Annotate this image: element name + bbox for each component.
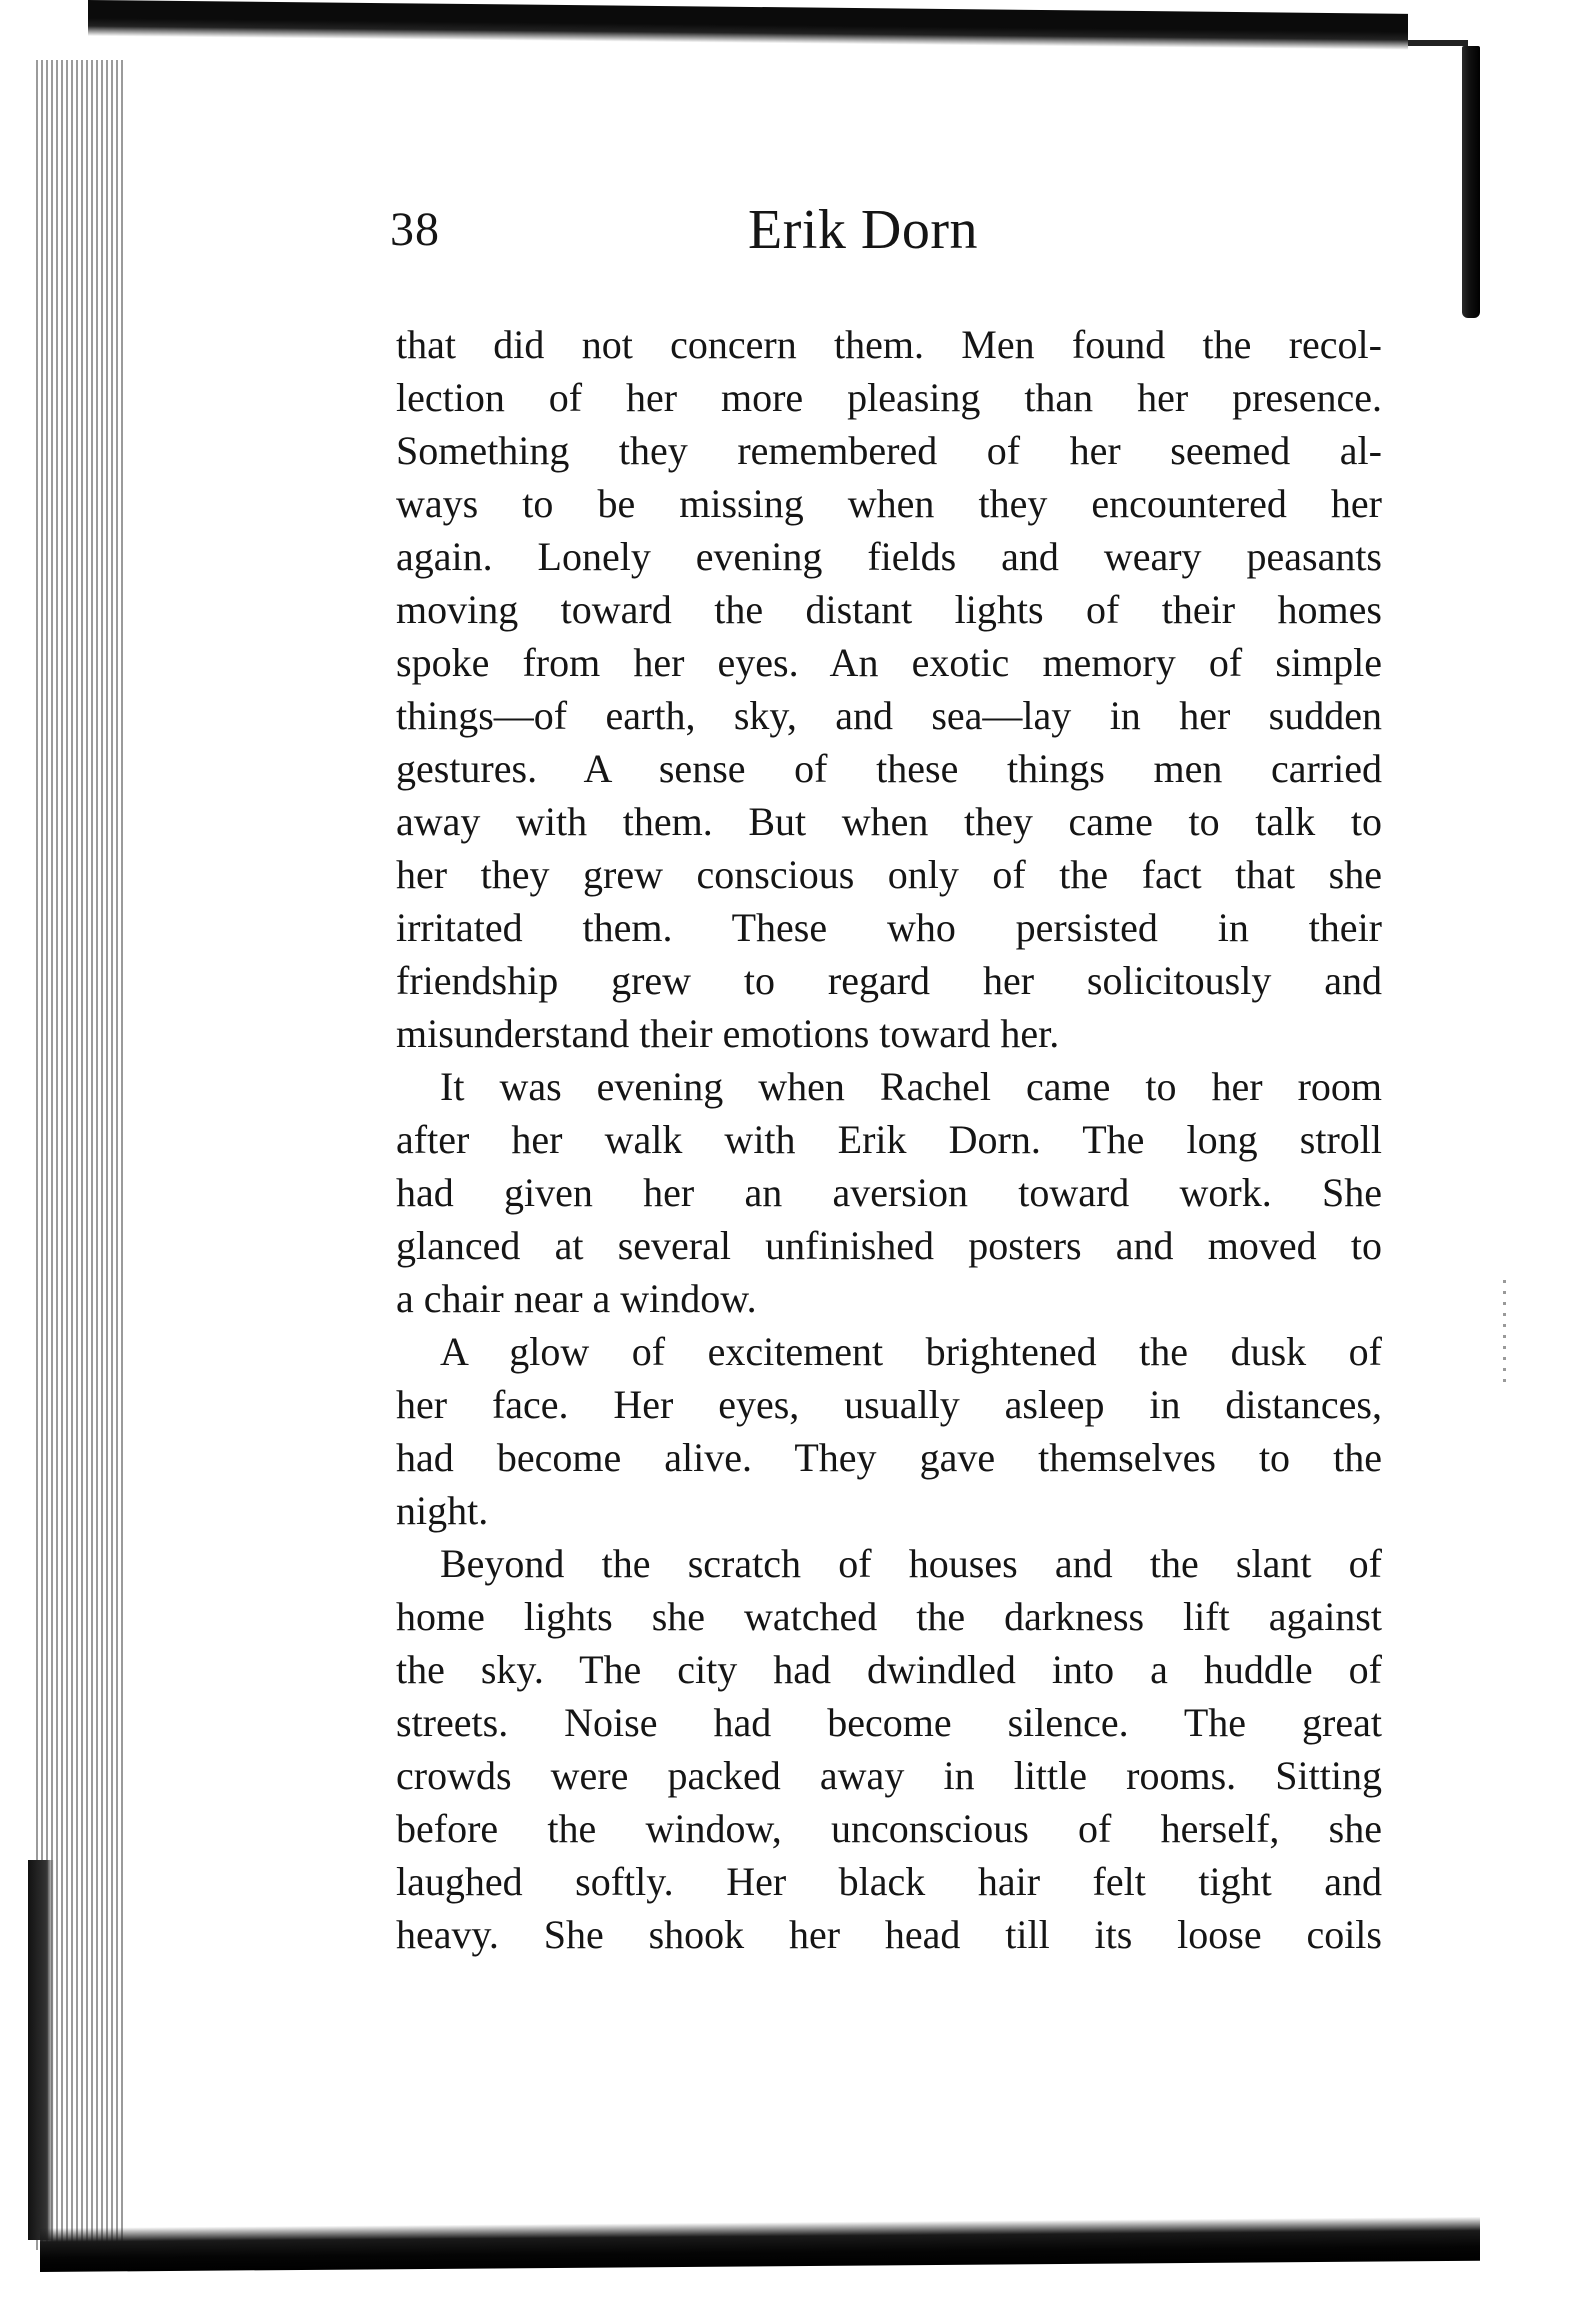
scan-binding-shadow [28,1860,54,2240]
text-line: crowds were packed away in little rooms. Sitting [396,1753,1382,1798]
text-line: after her walk with Erik Dorn. The long stroll [396,1117,1382,1162]
text-line: misunderstand their emotions toward her. [396,1011,1060,1056]
scan-top-edge-shadow [1408,40,1468,46]
text-line: that did not concern them. Men found the recol- [396,322,1382,367]
text-line: spoke from her eyes. An exotic memory of simple [396,640,1382,685]
scan-right-edge-shadow [1462,46,1480,318]
running-title: Erik Dorn [748,199,979,261]
scan-bottom-edge [40,2217,1480,2272]
text-line: laughed softly. Her black hair felt tight and [396,1859,1382,1904]
body-text [396,318,1382,1961]
page-number: 38 [390,203,440,256]
text-line: heavy. She shook her head till its loose coils [396,1912,1382,1957]
text-line: before the window, unconscious of herself, she [396,1806,1382,1851]
text-line: a chair near a window. [396,1276,757,1321]
page-header [390,198,1030,268]
text-line: ways to be missing when they encountered her [396,481,1382,526]
text-line: home lights she watched the darkness lift against [396,1594,1382,1639]
text-line: streets. Noise had become silence. The great [396,1700,1382,1745]
scan-top-edge [88,0,1408,50]
text-line: away with them. But when they came to talk to [396,799,1382,844]
scan-specks [1503,1280,1506,1390]
text-line: night. [396,1488,489,1533]
text-line: things—of earth, sky, and sea—lay in her sudden [396,693,1382,738]
text-line: irritated them. These who persisted in their [396,905,1382,950]
text-line: her they grew conscious only of the fact that she [396,852,1382,897]
text-line: It was evening when Rachel came to her room [440,1064,1382,1109]
text-line: had become alive. They gave themselves to the [396,1435,1382,1480]
text-line: the sky. The city had dwindled into a huddle of [396,1647,1382,1692]
text-line: moving toward the distant lights of their homes [396,587,1382,632]
text-line: friendship grew to regard her solicitously and [396,958,1382,1003]
text-line: her face. Her eyes, usually asleep in distances, [396,1382,1382,1427]
text-line: glanced at several unfinished posters and moved to [396,1223,1382,1268]
text-line: A glow of excitement brightened the dusk of [440,1329,1382,1374]
text-line: lection of her more pleasing than her presence. [396,375,1382,420]
text-line: Something they remembered of her seemed al- [396,428,1382,473]
text-line: again. Lonely evening fields and weary peasants [396,534,1382,579]
text-line: Beyond the scratch of houses and the slant of [440,1541,1382,1586]
text-line: had given her an aversion toward work. She [396,1170,1382,1215]
text-line: gestures. A sense of these things men carried [396,746,1382,791]
